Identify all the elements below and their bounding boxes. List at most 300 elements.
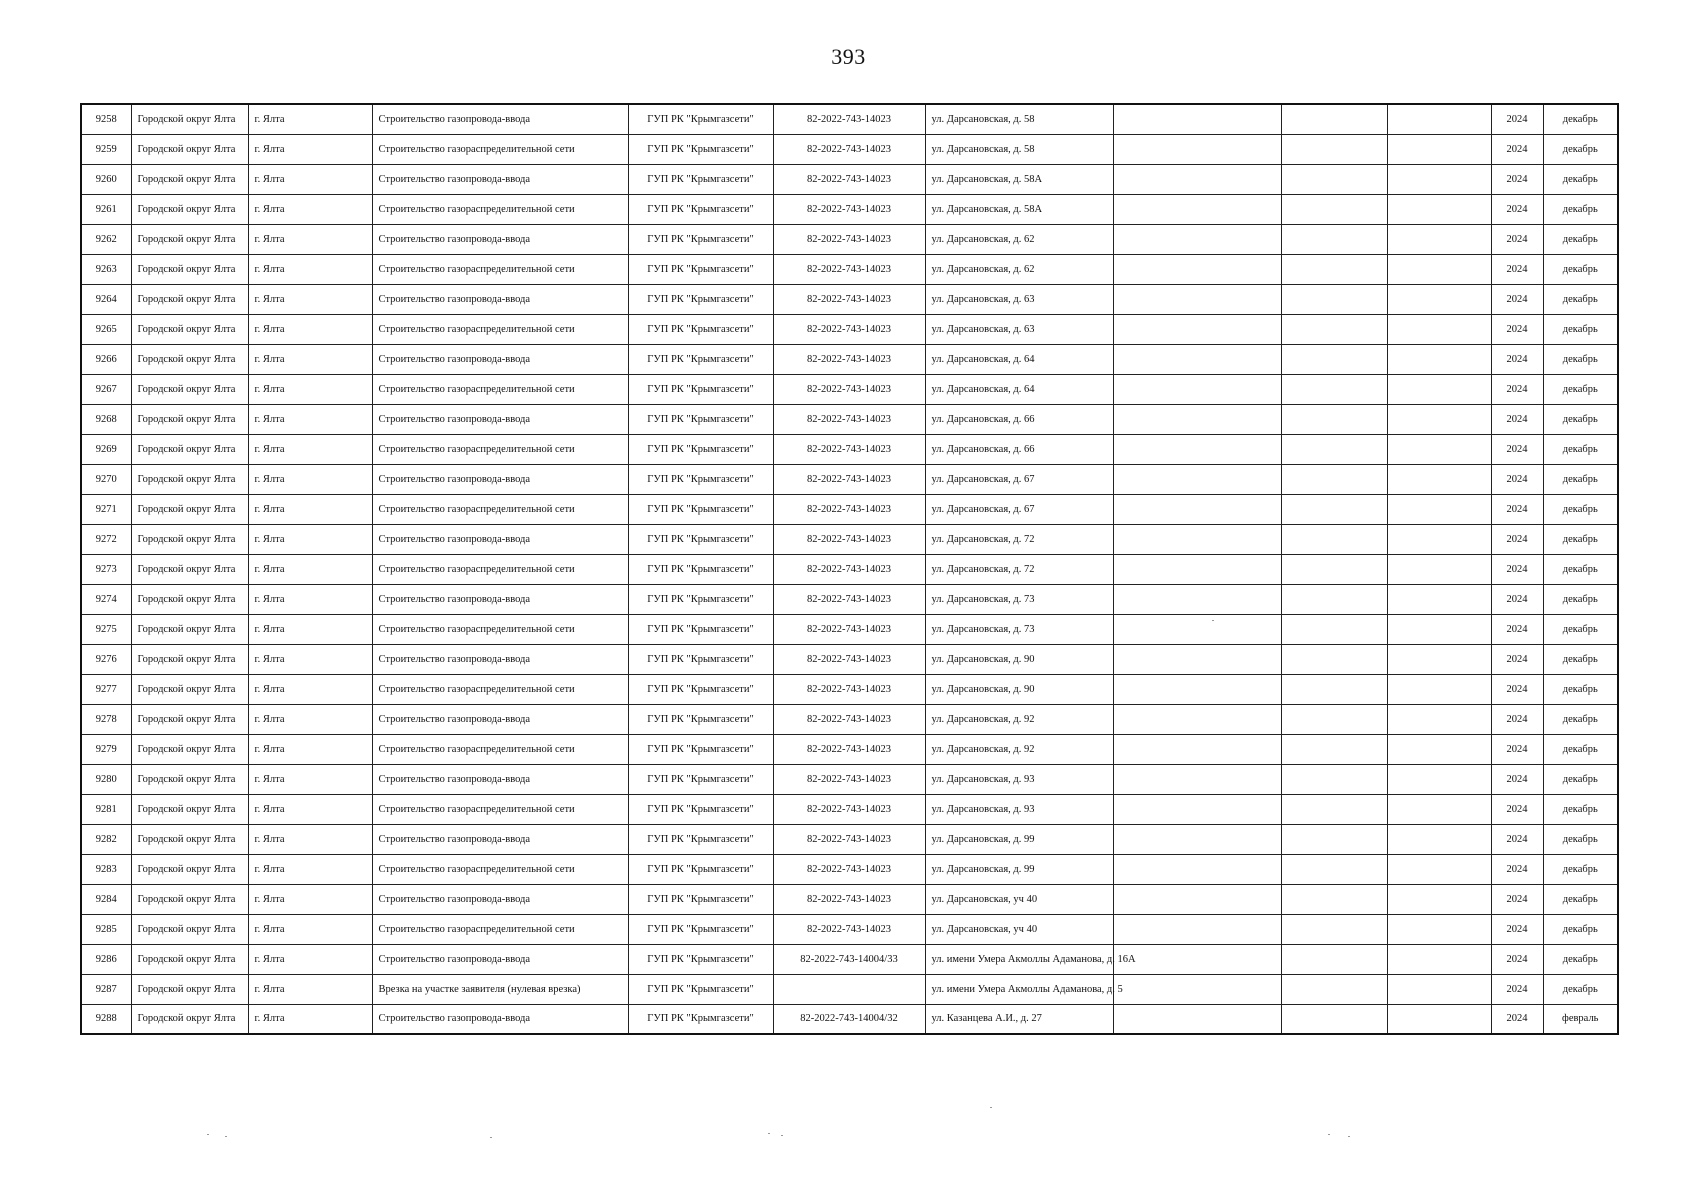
blank-cell-2 — [1281, 374, 1387, 404]
organization-cell: ГУП РК "Крымгазсети" — [628, 104, 773, 134]
year-cell: 2024 — [1491, 524, 1543, 554]
year-cell: 2024 — [1491, 914, 1543, 944]
blank-cell-3 — [1387, 854, 1491, 884]
work-type-cell: Строительство газораспределительной сети — [372, 134, 628, 164]
work-type-cell: Строительство газопровода-ввода — [372, 944, 628, 974]
blank-cell-2 — [1281, 674, 1387, 704]
blank-cell-2 — [1281, 164, 1387, 194]
blank-cell-2 — [1281, 764, 1387, 794]
work-type-cell: Строительство газораспределительной сети — [372, 374, 628, 404]
blank-cell-3 — [1387, 764, 1491, 794]
district-cell: Городской округ Ялта — [131, 524, 248, 554]
month-cell: декабрь — [1543, 344, 1618, 374]
year-cell: 2024 — [1491, 644, 1543, 674]
district-cell: Городской округ Ялта — [131, 884, 248, 914]
month-cell: декабрь — [1543, 974, 1618, 1004]
work-type-cell: Строительство газораспределительной сети — [372, 194, 628, 224]
code-cell: 82-2022-743-14023 — [773, 344, 925, 374]
table-row — [81, 674, 1618, 704]
blank-cell-1 — [1113, 524, 1281, 554]
row-number: 9288 — [81, 1004, 131, 1034]
address-cell: ул. Дарсановская, д. 92 — [925, 734, 1113, 764]
year-cell: 2024 — [1491, 434, 1543, 464]
organization-cell: ГУП РК "Крымгазсети" — [628, 554, 773, 584]
blank-cell-2 — [1281, 974, 1387, 1004]
address-cell: ул. Дарсановская, д. 72 — [925, 524, 1113, 554]
year-cell: 2024 — [1491, 104, 1543, 134]
blank-cell-2 — [1281, 944, 1387, 974]
blank-cell-2 — [1281, 584, 1387, 614]
table-row — [81, 464, 1618, 494]
month-cell: декабрь — [1543, 164, 1618, 194]
code-cell: 82-2022-743-14023 — [773, 914, 925, 944]
code-cell: 82-2022-743-14023 — [773, 734, 925, 764]
blank-cell-3 — [1387, 344, 1491, 374]
year-cell: 2024 — [1491, 164, 1543, 194]
table-row — [81, 794, 1618, 824]
table-row — [81, 974, 1618, 1004]
blank-cell-3 — [1387, 914, 1491, 944]
work-type-cell: Строительство газопровода-ввода — [372, 404, 628, 434]
blank-cell-2 — [1281, 494, 1387, 524]
table-row — [81, 104, 1618, 134]
blank-cell-1 — [1113, 314, 1281, 344]
district-cell: Городской округ Ялта — [131, 374, 248, 404]
blank-cell-1 — [1113, 254, 1281, 284]
district-cell: Городской округ Ялта — [131, 854, 248, 884]
code-cell: 82-2022-743-14023 — [773, 164, 925, 194]
blank-cell-3 — [1387, 944, 1491, 974]
blank-cell-3 — [1387, 524, 1491, 554]
blank-cell-2 — [1281, 734, 1387, 764]
district-cell: Городской округ Ялта — [131, 404, 248, 434]
code-cell: 82-2022-743-14023 — [773, 194, 925, 224]
table-row — [81, 854, 1618, 884]
work-type-cell: Строительство газораспределительной сети — [372, 914, 628, 944]
row-number: 9265 — [81, 314, 131, 344]
city-cell: г. Ялта — [248, 164, 372, 194]
organization-cell: ГУП РК "Крымгазсети" — [628, 164, 773, 194]
table-row — [81, 494, 1618, 524]
blank-cell-1 — [1113, 164, 1281, 194]
work-type-cell: Строительство газораспределительной сети — [372, 434, 628, 464]
table-row — [81, 644, 1618, 674]
blank-cell-3 — [1387, 614, 1491, 644]
page-number: 393 — [831, 44, 866, 69]
row-number: 9271 — [81, 494, 131, 524]
organization-cell: ГУП РК "Крымгазсети" — [628, 374, 773, 404]
blank-cell-3 — [1387, 824, 1491, 854]
blank-cell-1 — [1113, 644, 1281, 674]
year-cell: 2024 — [1491, 344, 1543, 374]
district-cell: Городской округ Ялта — [131, 554, 248, 584]
city-cell: г. Ялта — [248, 284, 372, 314]
year-cell: 2024 — [1491, 794, 1543, 824]
work-type-cell: Строительство газораспределительной сети — [372, 494, 628, 524]
row-number: 9275 — [81, 614, 131, 644]
year-cell: 2024 — [1491, 824, 1543, 854]
blank-cell-3 — [1387, 554, 1491, 584]
blank-cell-1 — [1113, 824, 1281, 854]
table-row — [81, 254, 1618, 284]
work-type-cell: Строительство газопровода-ввода — [372, 524, 628, 554]
code-cell: 82-2022-743-14023 — [773, 254, 925, 284]
row-number: 9273 — [81, 554, 131, 584]
month-cell: декабрь — [1543, 914, 1618, 944]
work-type-cell: Строительство газораспределительной сети — [372, 854, 628, 884]
address-cell: ул. Дарсановская, д. 73 — [925, 614, 1113, 644]
year-cell: 2024 — [1491, 404, 1543, 434]
year-cell: 2024 — [1491, 374, 1543, 404]
code-cell: 82-2022-743-14023 — [773, 284, 925, 314]
year-cell: 2024 — [1491, 464, 1543, 494]
district-cell: Городской округ Ялта — [131, 824, 248, 854]
row-number: 9287 — [81, 974, 131, 1004]
year-cell: 2024 — [1491, 584, 1543, 614]
work-type-cell: Строительство газопровода-ввода — [372, 764, 628, 794]
city-cell: г. Ялта — [248, 584, 372, 614]
organization-cell: ГУП РК "Крымгазсети" — [628, 854, 773, 884]
address-cell: ул. Дарсановская, д. 92 — [925, 704, 1113, 734]
month-cell: декабрь — [1543, 434, 1618, 464]
city-cell: г. Ялта — [248, 104, 372, 134]
month-cell: декабрь — [1543, 884, 1618, 914]
blank-cell-1 — [1113, 764, 1281, 794]
code-cell: 82-2022-743-14023 — [773, 794, 925, 824]
blank-cell-2 — [1281, 104, 1387, 134]
organization-cell: ГУП РК "Крымгазсети" — [628, 524, 773, 554]
city-cell: г. Ялта — [248, 494, 372, 524]
month-cell: декабрь — [1543, 614, 1618, 644]
organization-cell: ГУП РК "Крымгазсети" — [628, 734, 773, 764]
organization-cell: ГУП РК "Крымгазсети" — [628, 224, 773, 254]
city-cell: г. Ялта — [248, 674, 372, 704]
address-cell: ул. Дарсановская, д. 64 — [925, 344, 1113, 374]
code-cell: 82-2022-743-14023 — [773, 134, 925, 164]
code-cell: 82-2022-743-14023 — [773, 644, 925, 674]
code-cell: 82-2022-743-14023 — [773, 494, 925, 524]
district-cell: Городской округ Ялта — [131, 104, 248, 134]
table-row — [81, 704, 1618, 734]
city-cell: г. Ялта — [248, 254, 372, 284]
blank-cell-2 — [1281, 554, 1387, 584]
city-cell: г. Ялта — [248, 1004, 372, 1034]
blank-cell-3 — [1387, 794, 1491, 824]
district-cell: Городской округ Ялта — [131, 644, 248, 674]
year-cell: 2024 — [1491, 944, 1543, 974]
row-number: 9260 — [81, 164, 131, 194]
district-cell: Городской округ Ялта — [131, 284, 248, 314]
blank-cell-1 — [1113, 794, 1281, 824]
row-number: 9279 — [81, 734, 131, 764]
blank-cell-1 — [1113, 974, 1281, 1004]
work-type-cell: Строительство газораспределительной сети — [372, 254, 628, 284]
address-cell: ул. Дарсановская, д. 66 — [925, 404, 1113, 434]
district-cell: Городской округ Ялта — [131, 914, 248, 944]
organization-cell: ГУП РК "Крымгазсети" — [628, 284, 773, 314]
organization-cell: ГУП РК "Крымгазсети" — [628, 494, 773, 524]
blank-cell-3 — [1387, 224, 1491, 254]
address-cell: ул. Дарсановская, уч 40 — [925, 914, 1113, 944]
year-cell: 2024 — [1491, 224, 1543, 254]
code-cell: 82-2022-743-14023 — [773, 464, 925, 494]
code-cell: 82-2022-743-14023 — [773, 614, 925, 644]
blank-cell-3 — [1387, 194, 1491, 224]
blank-cell-2 — [1281, 134, 1387, 164]
table-row — [81, 824, 1618, 854]
year-cell: 2024 — [1491, 854, 1543, 884]
organization-cell: ГУП РК "Крымгазсети" — [628, 614, 773, 644]
organization-cell: ГУП РК "Крымгазсети" — [628, 644, 773, 674]
blank-cell-3 — [1387, 254, 1491, 284]
table-row — [81, 734, 1618, 764]
address-cell: ул. Дарсановская, д. 72 — [925, 554, 1113, 584]
district-cell: Городской округ Ялта — [131, 584, 248, 614]
table-row — [81, 764, 1618, 794]
year-cell: 2024 — [1491, 1004, 1543, 1034]
month-cell: декабрь — [1543, 254, 1618, 284]
blank-cell-3 — [1387, 884, 1491, 914]
work-type-cell: Строительство газопровода-ввода — [372, 284, 628, 314]
address-cell: ул. имени Умера Акмоллы Адаманова, д. 5 — [925, 974, 1113, 1004]
blank-cell-1 — [1113, 464, 1281, 494]
city-cell: г. Ялта — [248, 704, 372, 734]
month-cell: декабрь — [1543, 314, 1618, 344]
organization-cell: ГУП РК "Крымгазсети" — [628, 884, 773, 914]
month-cell: декабрь — [1543, 824, 1618, 854]
row-number: 9267 — [81, 374, 131, 404]
blank-cell-2 — [1281, 854, 1387, 884]
row-number: 9269 — [81, 434, 131, 464]
table-row — [81, 884, 1618, 914]
blank-cell-3 — [1387, 974, 1491, 1004]
row-number: 9263 — [81, 254, 131, 284]
year-cell: 2024 — [1491, 614, 1543, 644]
row-number: 9280 — [81, 764, 131, 794]
city-cell: г. Ялта — [248, 974, 372, 1004]
organization-cell: ГУП РК "Крымгазсети" — [628, 404, 773, 434]
code-cell: 82-2022-743-14004/32 — [773, 1004, 925, 1034]
year-cell: 2024 — [1491, 134, 1543, 164]
table-row — [81, 554, 1618, 584]
work-type-cell: Строительство газопровода-ввода — [372, 704, 628, 734]
city-cell: г. Ялта — [248, 194, 372, 224]
blank-cell-1 — [1113, 734, 1281, 764]
organization-cell: ГУП РК "Крымгазсети" — [628, 824, 773, 854]
district-cell: Городской округ Ялта — [131, 464, 248, 494]
address-cell: ул. Казанцева А.И., д. 27 — [925, 1004, 1113, 1034]
district-cell: Городской округ Ялта — [131, 164, 248, 194]
row-number: 9277 — [81, 674, 131, 704]
blank-cell-1 — [1113, 224, 1281, 254]
row-number: 9284 — [81, 884, 131, 914]
district-cell: Городской округ Ялта — [131, 134, 248, 164]
organization-cell: ГУП РК "Крымгазсети" — [628, 584, 773, 614]
blank-cell-3 — [1387, 674, 1491, 704]
row-number: 9261 — [81, 194, 131, 224]
district-cell: Городской округ Ялта — [131, 764, 248, 794]
blank-cell-2 — [1281, 404, 1387, 434]
address-cell: ул. имени Умера Акмоллы Адаманова, д. 16А — [925, 944, 1113, 974]
city-cell: г. Ялта — [248, 854, 372, 884]
blank-cell-2 — [1281, 284, 1387, 314]
year-cell: 2024 — [1491, 554, 1543, 584]
address-cell: ул. Дарсановская, д. 73 — [925, 584, 1113, 614]
address-cell: ул. Дарсановская, д. 58А — [925, 164, 1113, 194]
blank-cell-1 — [1113, 344, 1281, 374]
district-cell: Городской округ Ялта — [131, 194, 248, 224]
blank-cell-2 — [1281, 254, 1387, 284]
address-cell: ул. Дарсановская, д. 58А — [925, 194, 1113, 224]
month-cell: декабрь — [1543, 374, 1618, 404]
work-type-cell: Строительство газопровода-ввода — [372, 584, 628, 614]
blank-cell-3 — [1387, 374, 1491, 404]
row-number: 9285 — [81, 914, 131, 944]
work-type-cell: Строительство газопровода-ввода — [372, 884, 628, 914]
blank-cell-3 — [1387, 584, 1491, 614]
work-type-cell: Строительство газораспределительной сети — [372, 794, 628, 824]
address-cell: ул. Дарсановская, д. 62 — [925, 254, 1113, 284]
row-number: 9262 — [81, 224, 131, 254]
district-cell: Городской округ Ялта — [131, 794, 248, 824]
code-cell: 82-2022-743-14023 — [773, 434, 925, 464]
work-type-cell: Строительство газопровода-ввода — [372, 344, 628, 374]
month-cell: декабрь — [1543, 524, 1618, 554]
month-cell: декабрь — [1543, 284, 1618, 314]
district-cell: Городской округ Ялта — [131, 704, 248, 734]
table-body — [81, 104, 1618, 1034]
code-cell: 82-2022-743-14023 — [773, 884, 925, 914]
address-cell: ул. Дарсановская, д. 63 — [925, 284, 1113, 314]
year-cell: 2024 — [1491, 674, 1543, 704]
blank-cell-3 — [1387, 434, 1491, 464]
organization-cell: ГУП РК "Крымгазсети" — [628, 194, 773, 224]
blank-cell-2 — [1281, 1004, 1387, 1034]
code-cell — [773, 974, 925, 1004]
blank-cell-3 — [1387, 464, 1491, 494]
table-row — [81, 404, 1618, 434]
register-table — [80, 103, 1619, 1035]
year-cell: 2024 — [1491, 734, 1543, 764]
row-number: 9266 — [81, 344, 131, 374]
work-type-cell: Строительство газопровода-ввода — [372, 644, 628, 674]
row-number: 9258 — [81, 104, 131, 134]
work-type-cell: Строительство газораспределительной сети — [372, 734, 628, 764]
city-cell: г. Ялта — [248, 884, 372, 914]
table-row — [81, 524, 1618, 554]
blank-cell-1 — [1113, 554, 1281, 584]
address-cell: ул. Дарсановская, д. 99 — [925, 824, 1113, 854]
city-cell: г. Ялта — [248, 944, 372, 974]
blank-cell-3 — [1387, 494, 1491, 524]
district-cell: Городской округ Ялта — [131, 974, 248, 1004]
row-number: 9259 — [81, 134, 131, 164]
year-cell: 2024 — [1491, 254, 1543, 284]
organization-cell: ГУП РК "Крымгазсети" — [628, 674, 773, 704]
city-cell: г. Ялта — [248, 734, 372, 764]
address-cell: ул. Дарсановская, д. 67 — [925, 464, 1113, 494]
code-cell: 82-2022-743-14023 — [773, 674, 925, 704]
table-row — [81, 1004, 1618, 1034]
district-cell: Городской округ Ялта — [131, 614, 248, 644]
city-cell: г. Ялта — [248, 914, 372, 944]
year-cell: 2024 — [1491, 494, 1543, 524]
blank-cell-3 — [1387, 164, 1491, 194]
organization-cell: ГУП РК "Крымгазсети" — [628, 344, 773, 374]
address-cell: ул. Дарсановская, д. 93 — [925, 794, 1113, 824]
year-cell: 2024 — [1491, 884, 1543, 914]
table-row — [81, 344, 1618, 374]
district-cell: Городской округ Ялта — [131, 434, 248, 464]
blank-cell-1 — [1113, 1004, 1281, 1034]
blank-cell-3 — [1387, 284, 1491, 314]
blank-cell-2 — [1281, 224, 1387, 254]
table-row — [81, 584, 1618, 614]
table-row — [81, 914, 1618, 944]
table-row — [81, 314, 1618, 344]
city-cell: г. Ялта — [248, 374, 372, 404]
blank-cell-1 — [1113, 854, 1281, 884]
month-cell: декабрь — [1543, 764, 1618, 794]
blank-cell-3 — [1387, 104, 1491, 134]
month-cell: декабрь — [1543, 464, 1618, 494]
blank-cell-1 — [1113, 104, 1281, 134]
month-cell: декабрь — [1543, 644, 1618, 674]
address-cell: ул. Дарсановская, д. 66 — [925, 434, 1113, 464]
work-type-cell: Строительство газопровода-ввода — [372, 464, 628, 494]
row-number: 9282 — [81, 824, 131, 854]
code-cell: 82-2022-743-14023 — [773, 764, 925, 794]
code-cell: 82-2022-743-14023 — [773, 224, 925, 254]
city-cell: г. Ялта — [248, 644, 372, 674]
blank-cell-1 — [1113, 434, 1281, 464]
address-cell: ул. Дарсановская, д. 99 — [925, 854, 1113, 884]
table-row — [81, 944, 1618, 974]
organization-cell: ГУП РК "Крымгазсети" — [628, 464, 773, 494]
blank-cell-3 — [1387, 644, 1491, 674]
organization-cell: ГУП РК "Крымгазсети" — [628, 134, 773, 164]
city-cell: г. Ялта — [248, 134, 372, 164]
month-cell: декабрь — [1543, 944, 1618, 974]
year-cell: 2024 — [1491, 704, 1543, 734]
blank-cell-2 — [1281, 524, 1387, 554]
district-cell: Городской округ Ялта — [131, 494, 248, 524]
blank-cell-1 — [1113, 884, 1281, 914]
blank-cell-3 — [1387, 314, 1491, 344]
blank-cell-1 — [1113, 404, 1281, 434]
month-cell: декабрь — [1543, 494, 1618, 524]
city-cell: г. Ялта — [248, 464, 372, 494]
blank-cell-2 — [1281, 884, 1387, 914]
blank-cell-3 — [1387, 134, 1491, 164]
work-type-cell: Строительство газораспределительной сети — [372, 614, 628, 644]
code-cell: 82-2022-743-14023 — [773, 314, 925, 344]
blank-cell-2 — [1281, 464, 1387, 494]
code-cell: 82-2022-743-14023 — [773, 824, 925, 854]
city-cell: г. Ялта — [248, 794, 372, 824]
blank-cell-1 — [1113, 944, 1281, 974]
blank-cell-3 — [1387, 704, 1491, 734]
code-cell: 82-2022-743-14023 — [773, 704, 925, 734]
table-row — [81, 164, 1618, 194]
code-cell: 82-2022-743-14023 — [773, 404, 925, 434]
city-cell: г. Ялта — [248, 524, 372, 554]
city-cell: г. Ялта — [248, 554, 372, 584]
city-cell: г. Ялта — [248, 614, 372, 644]
year-cell: 2024 — [1491, 284, 1543, 314]
blank-cell-2 — [1281, 314, 1387, 344]
code-cell: 82-2022-743-14023 — [773, 554, 925, 584]
